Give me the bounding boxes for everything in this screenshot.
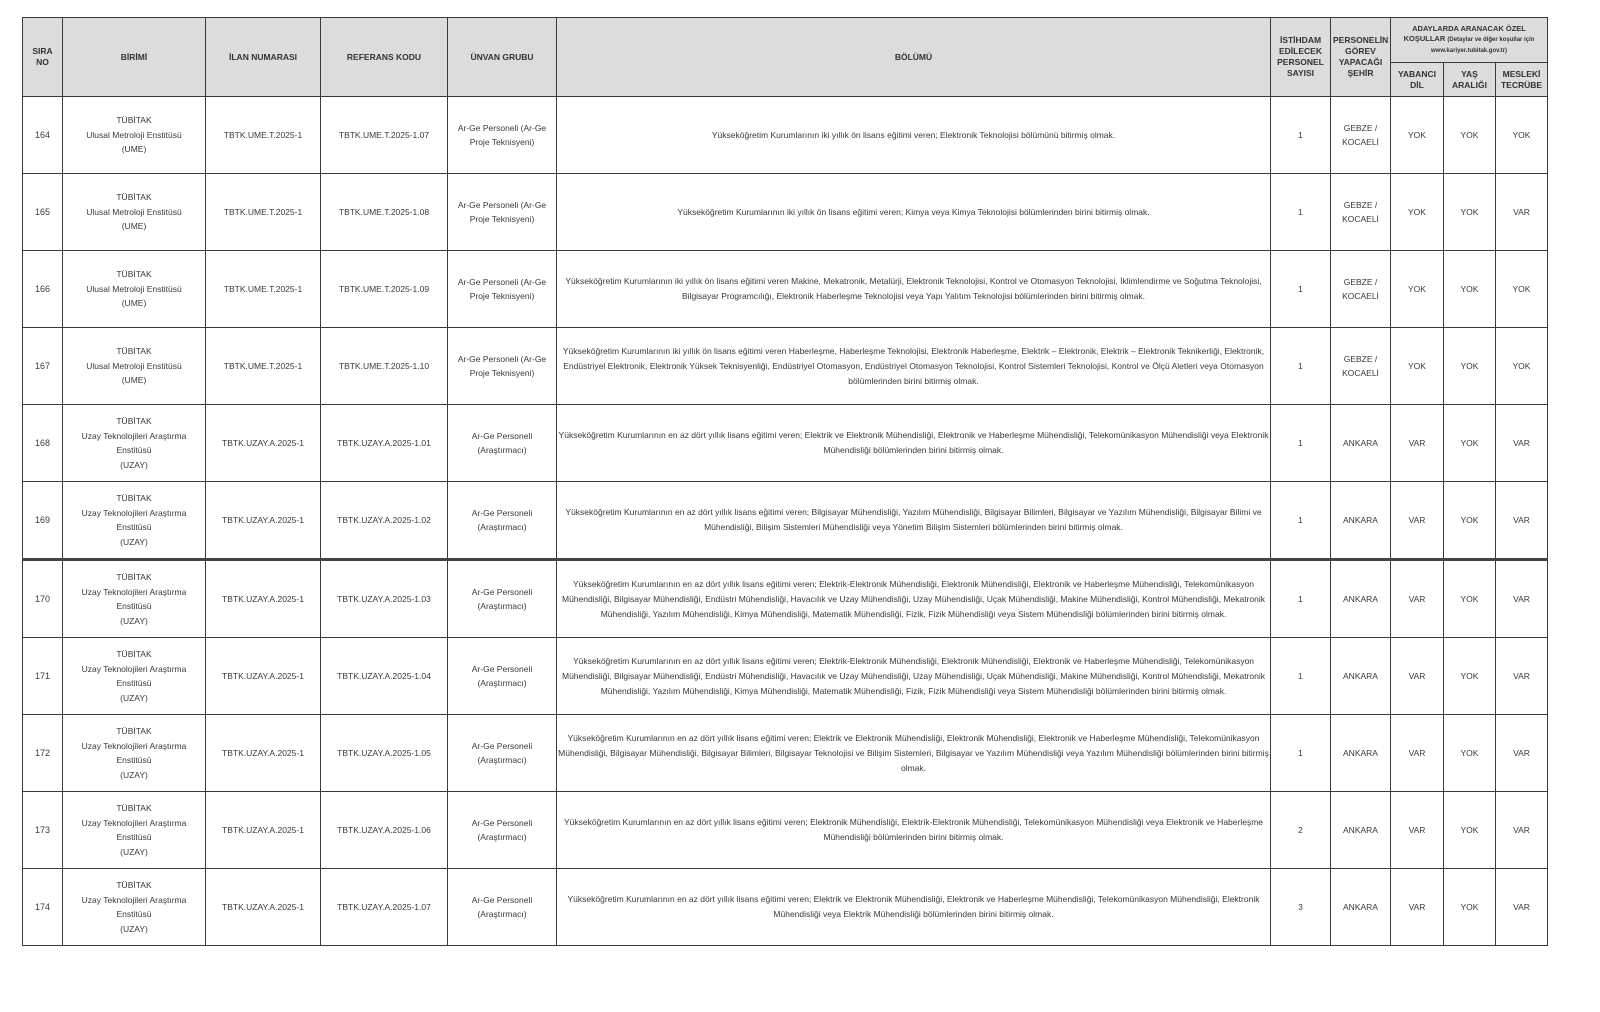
cell-bolumu: Yükseköğretim Kurumlarının iki yıllık ön lisans eğitimi veren; Elektronik Teknolojisi bölümünü bitirmiş olmak. xyxy=(557,97,1271,174)
birim-line: (UZAY) xyxy=(120,846,148,857)
cell-yas-araligi: YOK xyxy=(1444,174,1496,251)
cell-mesleki-tecrube: VAR xyxy=(1496,482,1548,560)
cell-mesleki-tecrube: VAR xyxy=(1496,174,1548,251)
header-sehir: PERSONELİN GÖREV YAPACAĞI ŞEHİR xyxy=(1331,18,1391,97)
cell-referans-kodu: TBTK.UME.T.2025-1.09 xyxy=(321,251,448,328)
cell-birimi xyxy=(63,328,206,405)
cell-sira-no: 164 xyxy=(23,97,63,174)
cell-mesleki-tecrube: VAR xyxy=(1496,560,1548,638)
header-referans-kodu: REFERANS KODU xyxy=(321,18,448,97)
header-istihdam: İSTİHDAM EDİLECEK PERSONEL SAYISI xyxy=(1271,18,1331,97)
birim-line: TÜBİTAK xyxy=(116,416,152,426)
table-row xyxy=(23,792,1548,869)
cell-yas-araligi: YOK xyxy=(1444,715,1496,792)
cell-bolumu: Yükseköğretim Kurumlarının en az dört yıllık lisans eğitimi veren; Elektrik-Elektronik Mühendisliği, Elektronik Mühendisliği, Elektronik ve Haberleşme Mühendisliği, Telekomünikasyon Mühendisliği, Bilgisayar Mühendisliği, Endüstri Mühendisliği, Havacılık ve Uzay Mühendisliği, Uzay Mühendisliği, Uçak Mühendisliği, Makine Mühendisliği, Kontrol Mühendisliği, Mekatronik Mühendisliği, Yazılım Mühendisliği, Kimya Mühendisliği, Matematik Mühendisliği, Fizik, Fizik Mühendisliği veya Sistem Mühendisliği bölümlerinden birini bitirmiş olmak. xyxy=(557,560,1271,638)
birim-line: Enstitüsü xyxy=(116,522,152,532)
birim-line: (UME) xyxy=(121,221,147,232)
birim-line: (UZAY) xyxy=(120,459,148,470)
cell-personel-sayisi: 1 xyxy=(1271,251,1331,328)
cell-referans-kodu: TBTK.UME.T.2025-1.07 xyxy=(321,97,448,174)
birim-line: Ulusal Metroloji Enstitüsü xyxy=(86,283,182,294)
cell-ilan-numarasi: TBTK.UME.T.2025-1 xyxy=(206,174,321,251)
cell-ilan-numarasi: TBTK.UZAY.A.2025-1 xyxy=(206,715,321,792)
cell-ilan-numarasi: TBTK.UZAY.A.2025-1 xyxy=(206,560,321,638)
cell-ilan-numarasi: TBTK.UME.T.2025-1 xyxy=(206,97,321,174)
table-row xyxy=(23,482,1548,560)
cell-birimi xyxy=(63,174,206,251)
cell-bolumu: Yükseköğretim Kurumlarının iki yıllık ön lisans eğitimi veren; Kimya veya Kimya Teknolojisi bölümlerinden birini bitirmiş olmak. xyxy=(557,174,1271,251)
cell-personel-sayisi: 1 xyxy=(1271,482,1331,560)
cell-birimi xyxy=(63,482,206,560)
table-row xyxy=(23,405,1548,482)
cell-referans-kodu: TBTK.UZAY.A.2025-1.02 xyxy=(321,482,448,560)
table-row xyxy=(23,638,1548,715)
birim-line: TÜBİTAK xyxy=(116,572,152,582)
cell-sehir: ANKARA xyxy=(1331,482,1391,560)
birim-line: TÜBİTAK xyxy=(116,726,152,736)
birim-line: Uzay Teknolojileri Araştırma xyxy=(81,507,187,518)
birim-line: Enstitüsü xyxy=(116,832,152,842)
cell-yabanci-dil: YOK xyxy=(1391,174,1444,251)
cell-sira-no: 171 xyxy=(23,638,63,715)
birim-line: TÜBİTAK xyxy=(116,880,152,890)
header-bolumu: BÖLÜMÜ xyxy=(557,18,1271,97)
birim-line: Uzay Teknolojileri Araştırma xyxy=(81,430,187,441)
cell-unvan-grubu: Ar-Ge Personeli (Araştırmacı) xyxy=(448,869,557,946)
birim-line: Enstitüsü xyxy=(116,601,152,611)
cell-personel-sayisi: 1 xyxy=(1271,715,1331,792)
cell-sira-no: 167 xyxy=(23,328,63,405)
cell-mesleki-tecrube: VAR xyxy=(1496,792,1548,869)
birim-line: Ulusal Metroloji Enstitüsü xyxy=(86,206,182,217)
table-row xyxy=(23,715,1548,792)
cell-sira-no: 174 xyxy=(23,869,63,946)
birim-line: TÜBİTAK xyxy=(116,346,152,357)
birim-line: Enstitüsü xyxy=(116,678,152,688)
cell-unvan-grubu: Ar-Ge Personeli (Araştırmacı) xyxy=(448,638,557,715)
cell-mesleki-tecrube: YOK xyxy=(1496,251,1548,328)
cell-sehir: ANKARA xyxy=(1331,715,1391,792)
birim-line: Uzay Teknolojileri Araştırma xyxy=(81,894,187,905)
cell-sehir: GEBZE / KOCAELİ xyxy=(1331,328,1391,405)
birim-line: Uzay Teknolojileri Araştırma xyxy=(81,663,187,674)
cell-birimi xyxy=(63,638,206,715)
header-birimi: BİRİMİ xyxy=(63,18,206,97)
cell-ilan-numarasi: TBTK.UZAY.A.2025-1 xyxy=(206,792,321,869)
header-ozel-kosullar xyxy=(1391,18,1548,63)
cell-unvan-grubu: Ar-Ge Personeli (Ar-Ge Proje Teknisyeni) xyxy=(448,328,557,405)
header-yas-araligi: YAŞ ARALIĞI xyxy=(1444,63,1496,97)
birim-line: Enstitüsü xyxy=(116,755,152,765)
cell-mesleki-tecrube: YOK xyxy=(1496,97,1548,174)
cell-ilan-numarasi: TBTK.UZAY.A.2025-1 xyxy=(206,638,321,715)
cell-yas-araligi: YOK xyxy=(1444,251,1496,328)
birim-line: (UME) xyxy=(121,144,147,155)
cell-yas-araligi: YOK xyxy=(1444,638,1496,715)
cell-sira-no: 173 xyxy=(23,792,63,869)
job-postings-table xyxy=(22,17,1548,946)
cell-birimi xyxy=(63,869,206,946)
cell-bolumu: Yükseköğretim Kurumlarının en az dört yıllık lisans eğitimi veren; Elektronik Mühendisliği, Elektrik-Elektronik Mühendisliği, Telekomünikasyon Mühendisliği veya Elektronik ve Haberleşme Mühendisliği bölümlerinden birini bitirmiş olmak. xyxy=(557,792,1271,869)
cell-yas-araligi: YOK xyxy=(1444,405,1496,482)
cell-birimi xyxy=(63,792,206,869)
cell-sira-no: 169 xyxy=(23,482,63,560)
cell-ilan-numarasi: TBTK.UZAY.A.2025-1 xyxy=(206,482,321,560)
cell-ilan-numarasi: TBTK.UZAY.A.2025-1 xyxy=(206,869,321,946)
cell-personel-sayisi: 3 xyxy=(1271,869,1331,946)
table-body xyxy=(23,97,1548,946)
cell-bolumu: Yükseköğretim Kurumlarının iki yıllık ön lisans eğitimi veren Haberleşme, Haberleşme Teknolojisi, Elektronik Haberleşme, Elektrik – Elektronik, Elektrik – Elektronik Teknikerliği, Elektronik, Endüstriyel Elektronik, Elektronik Yüksek Teknisyenliği, Endüstriyel Otomasyon, Endüstriyel Otomasyon Teknolojisi, Kontrol Sistemleri Teknolojisi, Kontrol ve Ölçü Aletleri veya Otomasyon bölümlerinden birini bitirmiş olmak. xyxy=(557,328,1271,405)
cell-yas-araligi: YOK xyxy=(1444,97,1496,174)
cell-yas-araligi: YOK xyxy=(1444,792,1496,869)
cell-mesleki-tecrube: VAR xyxy=(1496,869,1548,946)
birim-line: (UME) xyxy=(121,375,147,386)
cell-referans-kodu: TBTK.UME.T.2025-1.10 xyxy=(321,328,448,405)
cell-yabanci-dil: VAR xyxy=(1391,405,1444,482)
cell-yas-araligi: YOK xyxy=(1444,869,1496,946)
cell-birimi xyxy=(63,405,206,482)
cell-sira-no: 166 xyxy=(23,251,63,328)
cell-unvan-grubu: Ar-Ge Personeli (Ar-Ge Proje Teknisyeni) xyxy=(448,174,557,251)
birim-line: (UZAY) xyxy=(120,536,148,547)
birim-line: (UZAY) xyxy=(120,769,148,780)
birim-line: TÜBİTAK xyxy=(116,649,152,659)
birim-line: TÜBİTAK xyxy=(116,115,152,126)
cell-mesleki-tecrube: VAR xyxy=(1496,405,1548,482)
cell-birimi xyxy=(63,560,206,638)
cell-mesleki-tecrube: YOK xyxy=(1496,328,1548,405)
cell-sehir: GEBZE / KOCAELİ xyxy=(1331,97,1391,174)
cell-referans-kodu: TBTK.UZAY.A.2025-1.07 xyxy=(321,869,448,946)
cell-ilan-numarasi: TBTK.UME.T.2025-1 xyxy=(206,328,321,405)
cell-personel-sayisi: 1 xyxy=(1271,405,1331,482)
header-unvan-grubu: ÜNVAN GRUBU xyxy=(448,18,557,97)
table-row xyxy=(23,560,1548,638)
header-yabanci-dil: YABANCI DİL xyxy=(1391,63,1444,97)
cell-personel-sayisi: 1 xyxy=(1271,328,1331,405)
cell-bolumu: Yükseköğretim Kurumlarının en az dört yıllık lisans eğitimi veren; Elektrik-Elektronik Mühendisliği, Elektronik Mühendisliği, Elektronik ve Haberleşme Mühendisliği, Telekomünikasyon Mühendisliği, Bilgisayar Mühendisliği, Endüstri Mühendisliği, Havacılık ve Uzay Mühendisliği, Uzay Mühendisliği, Uçak Mühendisliği, Makine Mühendisliği, Kontrol Mühendisliği, Mekatronik Mühendisliği, Yazılım Mühendisliği, Kimya Mühendisliği, Matematik Mühendisliği, Fizik, Fizik Mühendisliği veya Sistem Mühendisliği bölümlerinden birini bitirmiş olmak. xyxy=(557,638,1271,715)
cell-bolumu: Yükseköğretim Kurumlarının en az dört yıllık lisans eğitimi veren; Elektrik ve Elektronik Mühendisliği, Elektronik ve Haberleşme Mühendisliği, Telekomünikasyon Mühendisliği veya Elektronik Mühendisliği bölümlerinden birini bitirmiş olmak. xyxy=(557,405,1271,482)
cell-sira-no: 165 xyxy=(23,174,63,251)
cell-unvan-grubu: Ar-Ge Personeli (Araştırmacı) xyxy=(448,715,557,792)
cell-sehir: GEBZE / KOCAELİ xyxy=(1331,174,1391,251)
cell-referans-kodu: TBTK.UZAY.A.2025-1.01 xyxy=(321,405,448,482)
cell-mesleki-tecrube: VAR xyxy=(1496,715,1548,792)
birim-line: (UME) xyxy=(121,298,147,309)
cell-yabanci-dil: VAR xyxy=(1391,715,1444,792)
header-mesleki-tecrube: MESLEKİ TECRÜBE xyxy=(1496,63,1548,97)
birim-line: Uzay Teknolojileri Araştırma xyxy=(81,740,187,751)
header-ozel-kosullar-note: (Detaylar ve diğer koşullar için www.kariyer.tubitak.gov.tr) xyxy=(1430,37,1535,54)
cell-bolumu: Yükseköğretim Kurumlarının en az dört yıllık lisans eğitimi veren; Bilgisayar Mühendisliği, Yazılım Mühendisliği, Bilgisayar Bilimleri, Bilgisayar ve Yazılım Mühendisliği, Bilgisayar Bilimi ve Mühendisliği, Bilişim Sistemleri Mühendisliği veya Yönetim Bilişim Sistemleri bölümlerinden birini bitirmiş olmak. xyxy=(557,482,1271,560)
birim-line: TÜBİTAK xyxy=(116,803,152,813)
birim-line: (UZAY) xyxy=(120,692,148,703)
cell-yabanci-dil: YOK xyxy=(1391,328,1444,405)
cell-birimi xyxy=(63,715,206,792)
header-sira-no: SIRA NO xyxy=(23,18,63,97)
header-ozel-kosullar-title: ADAYLARDA ARANACAK ÖZEL KOŞULLAR xyxy=(1403,24,1526,43)
cell-yas-araligi: YOK xyxy=(1444,328,1496,405)
cell-bolumu: Yükseköğretim Kurumlarının en az dört yıllık lisans eğitimi veren; Elektrik ve Elektronik Mühendisliği, Elektronik ve Haberleşme Mühendisliği, Telekomünikasyon Mühendisliği, Elektronik Mühendisliği veya Elektrik Mühendisliği bölümlerinden birini bitirmiş olmak. xyxy=(557,869,1271,946)
cell-yabanci-dil: VAR xyxy=(1391,792,1444,869)
cell-unvan-grubu: Ar-Ge Personeli (Araştırmacı) xyxy=(448,792,557,869)
cell-sehir: GEBZE / KOCAELİ xyxy=(1331,251,1391,328)
table-row xyxy=(23,869,1548,946)
cell-birimi xyxy=(63,251,206,328)
birim-line: TÜBİTAK xyxy=(116,192,152,203)
cell-unvan-grubu: Ar-Ge Personeli (Ar-Ge Proje Teknisyeni) xyxy=(448,251,557,328)
birim-line: TÜBİTAK xyxy=(116,269,152,280)
cell-yas-araligi: YOK xyxy=(1444,560,1496,638)
cell-personel-sayisi: 1 xyxy=(1271,97,1331,174)
cell-unvan-grubu: Ar-Ge Personeli (Araştırmacı) xyxy=(448,482,557,560)
cell-referans-kodu: TBTK.UZAY.A.2025-1.03 xyxy=(321,560,448,638)
birim-line: Uzay Teknolojileri Araştırma xyxy=(81,817,187,828)
table-row xyxy=(23,97,1548,174)
cell-ilan-numarasi: TBTK.UZAY.A.2025-1 xyxy=(206,405,321,482)
birim-line: Uzay Teknolojileri Araştırma xyxy=(81,586,187,597)
cell-unvan-grubu: Ar-Ge Personeli (Araştırmacı) xyxy=(448,405,557,482)
cell-sehir: ANKARA xyxy=(1331,792,1391,869)
cell-ilan-numarasi: TBTK.UME.T.2025-1 xyxy=(206,251,321,328)
cell-yabanci-dil: VAR xyxy=(1391,869,1444,946)
table-row xyxy=(23,328,1548,405)
table-header xyxy=(23,18,1548,97)
table-row xyxy=(23,251,1548,328)
cell-personel-sayisi: 1 xyxy=(1271,638,1331,715)
cell-yas-araligi: YOK xyxy=(1444,482,1496,560)
birim-line: Enstitüsü xyxy=(116,445,152,455)
birim-line: (UZAY) xyxy=(120,615,148,626)
cell-bolumu: Yükseköğretim Kurumlarının iki yıllık ön lisans eğitimi veren Makine, Mekatronik, Metalürji, Elektronik Teknolojisi, Kontrol ve Otomasyon Teknolojisi, İklimlendirme ve Soğutma Teknolojisi, Bilgisayar Programcılığı, Elektronik Haberleşme Teknolojisi veya Yapı Yalıtım Teknolojisi bölümlerinden birini bitirmiş olmak. xyxy=(557,251,1271,328)
cell-referans-kodu: TBTK.UZAY.A.2025-1.04 xyxy=(321,638,448,715)
birim-line: Ulusal Metroloji Enstitüsü xyxy=(86,129,182,140)
cell-sehir: ANKARA xyxy=(1331,560,1391,638)
cell-yabanci-dil: YOK xyxy=(1391,97,1444,174)
cell-personel-sayisi: 1 xyxy=(1271,174,1331,251)
cell-sira-no: 168 xyxy=(23,405,63,482)
cell-referans-kodu: TBTK.UZAY.A.2025-1.06 xyxy=(321,792,448,869)
cell-sehir: ANKARA xyxy=(1331,869,1391,946)
birim-line: TÜBİTAK xyxy=(116,493,152,503)
cell-sira-no: 170 xyxy=(23,560,63,638)
cell-yabanci-dil: VAR xyxy=(1391,560,1444,638)
cell-referans-kodu: TBTK.UME.T.2025-1.08 xyxy=(321,174,448,251)
cell-personel-sayisi: 2 xyxy=(1271,792,1331,869)
cell-bolumu: Yükseköğretim Kurumlarının en az dört yıllık lisans eğitimi veren; Elektrik ve Elektronik Mühendisliği, Elektronik Mühendisliği, Elektronik ve Haberleşme Mühendisliği, Telekomünikasyon Mühendisliği, Bilgisayar Mühendisliği, Bilgisayar Bilimleri, Bilgisayar Teknolojisi ve Bilişim Sistemleri, Bilgisayar ve Yazılım Mühendisliği veya Yazılım Mühendisliği bölümlerinden birini bitirmiş olmak. xyxy=(557,715,1271,792)
cell-unvan-grubu: Ar-Ge Personeli (Araştırmacı) xyxy=(448,560,557,638)
cell-mesleki-tecrube: VAR xyxy=(1496,638,1548,715)
header-ilan-numarasi: İLAN NUMARASI xyxy=(206,18,321,97)
cell-sira-no: 172 xyxy=(23,715,63,792)
cell-unvan-grubu: Ar-Ge Personeli (Ar-Ge Proje Teknisyeni) xyxy=(448,97,557,174)
cell-sehir: ANKARA xyxy=(1331,638,1391,715)
table-row xyxy=(23,174,1548,251)
birim-line: (UZAY) xyxy=(120,923,148,934)
cell-personel-sayisi: 1 xyxy=(1271,560,1331,638)
cell-sehir: ANKARA xyxy=(1331,405,1391,482)
cell-yabanci-dil: YOK xyxy=(1391,251,1444,328)
birim-line: Enstitüsü xyxy=(116,909,152,919)
cell-birimi xyxy=(63,97,206,174)
birim-line: Ulusal Metroloji Enstitüsü xyxy=(86,360,182,371)
cell-yabanci-dil: VAR xyxy=(1391,638,1444,715)
cell-referans-kodu: TBTK.UZAY.A.2025-1.05 xyxy=(321,715,448,792)
cell-yabanci-dil: VAR xyxy=(1391,482,1444,560)
